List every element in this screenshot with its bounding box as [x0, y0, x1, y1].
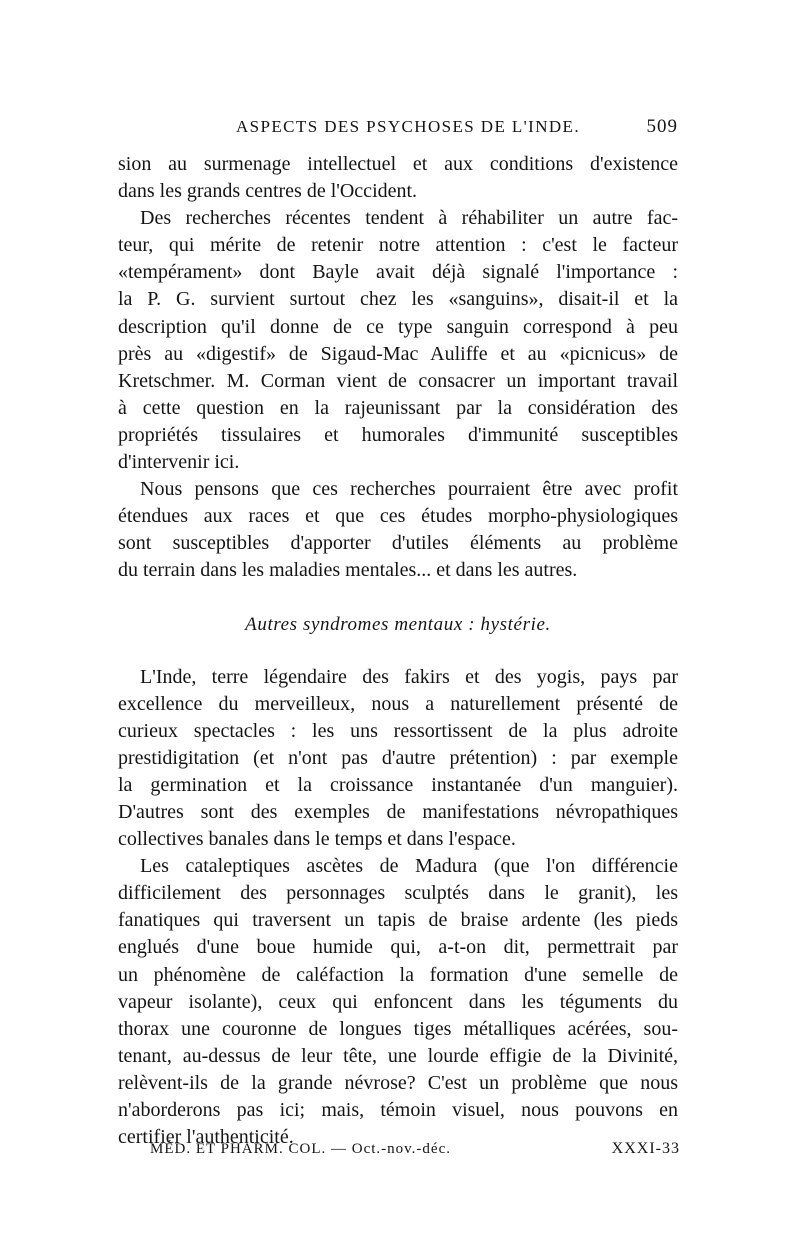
text-line: la P. G. survient surtout chez les «sanguins», disait-il et la: [118, 288, 678, 311]
text-line: dans les grands centres de l'Occident.: [118, 180, 418, 203]
text-line: excellence du merveilleux, nous a naturellement présenté de: [118, 692, 678, 715]
body-text: [118, 151, 678, 1151]
text-line: curieux spectacles : les uns ressortissent de la plus adroite: [118, 719, 678, 742]
text-line: près au «digestif» de Sigaud-Mac Auliffe et au «picnicus» de: [118, 342, 678, 365]
section-title: Autres syndromes mentaux : hystérie.: [245, 613, 551, 635]
text-line: fanatiques qui traversent un tapis de braise ardente (les pieds: [118, 909, 678, 932]
text-line: d'intervenir ici.: [118, 451, 240, 474]
text-line: sion au surmenage intellectuel et aux conditions d'existence: [118, 153, 678, 175]
text-line: n'aborderons pas ici; mais, témoin visuel, nous pouvons en: [118, 1099, 678, 1121]
text-line: propriétés tissulaires et humorales d'immunité susceptibles: [118, 423, 678, 446]
text-line: teur, qui mérite de retenir notre attention : c'est le facteur: [118, 234, 678, 257]
page-header: [118, 116, 678, 138]
text-line: relèvent-ils de la grande névrose? C'est un problème que nous: [118, 1071, 678, 1094]
text-line: Les cataleptiques ascètes de Madura (que l'on différencie: [140, 855, 678, 878]
text-line: du terrain dans les maladies mentales... et dans les autres.: [118, 559, 578, 582]
text-line: difficilement des personnages sculptés dans le granit), les: [118, 882, 678, 905]
text-line: la germination et la croissance instantanée d'un manguier).: [118, 773, 678, 796]
text-line: thorax une couronne de longues tiges métalliques acérées, sou-: [118, 1017, 678, 1040]
page-footer: [150, 1140, 680, 1158]
signature-mark: XXXI-33: [611, 1140, 680, 1157]
text-line: un phénomène de caléfaction la formation d'une semelle de: [118, 963, 678, 986]
text-line: vapeur isolante), ceux qui enfoncent dans les téguments du: [118, 990, 678, 1013]
text-line: sont susceptibles d'apporter d'utiles éléments au problème: [118, 532, 678, 555]
text-line: étendues aux races et que ces études morpho-physiologiques: [118, 505, 678, 528]
text-line: Des recherches récentes tendent à réhabiliter un autre fac-: [140, 207, 678, 230]
page-number: 509: [646, 116, 678, 137]
text-line: D'autres sont des exemples de manifestations névropathiques: [118, 800, 678, 823]
text-line: Nous pensons que ces recherches pourraient être avec profit: [140, 478, 678, 501]
text-line: Kretschmer. M. Corman vient de consacrer un important travail: [118, 369, 678, 392]
text-line: tenant, au-dessus de leur tête, une lourde effigie de la Divinité,: [118, 1044, 678, 1067]
text-line: à cette question en la rajeunissant par la considération des: [118, 396, 678, 419]
text-line: description qu'il donne de ce type sanguin correspond à peu: [118, 315, 678, 338]
text-line: prestidigitation (et n'ont pas d'autre prétention) : par exemple: [118, 746, 678, 769]
text-line: englués d'une boue humide qui, a-t-on dit, permettrait par: [118, 936, 678, 959]
text-line: L'Inde, terre légendaire des fakirs et des yogis, pays par: [140, 665, 678, 688]
text-line: collectives banales dans le temps et dans l'espace.: [118, 828, 516, 851]
text-line: «tempérament» dont Bayle avait déjà signalé l'importance :: [118, 261, 678, 284]
running-head: ASPECTS DES PSYCHOSES DE L'INDE.: [236, 117, 580, 136]
text-line: certifier l'authenticité.: [118, 1126, 294, 1149]
journal-reference: MÉD. ET PHARM. COL. — Oct.-nov.-déc.: [150, 1141, 451, 1157]
